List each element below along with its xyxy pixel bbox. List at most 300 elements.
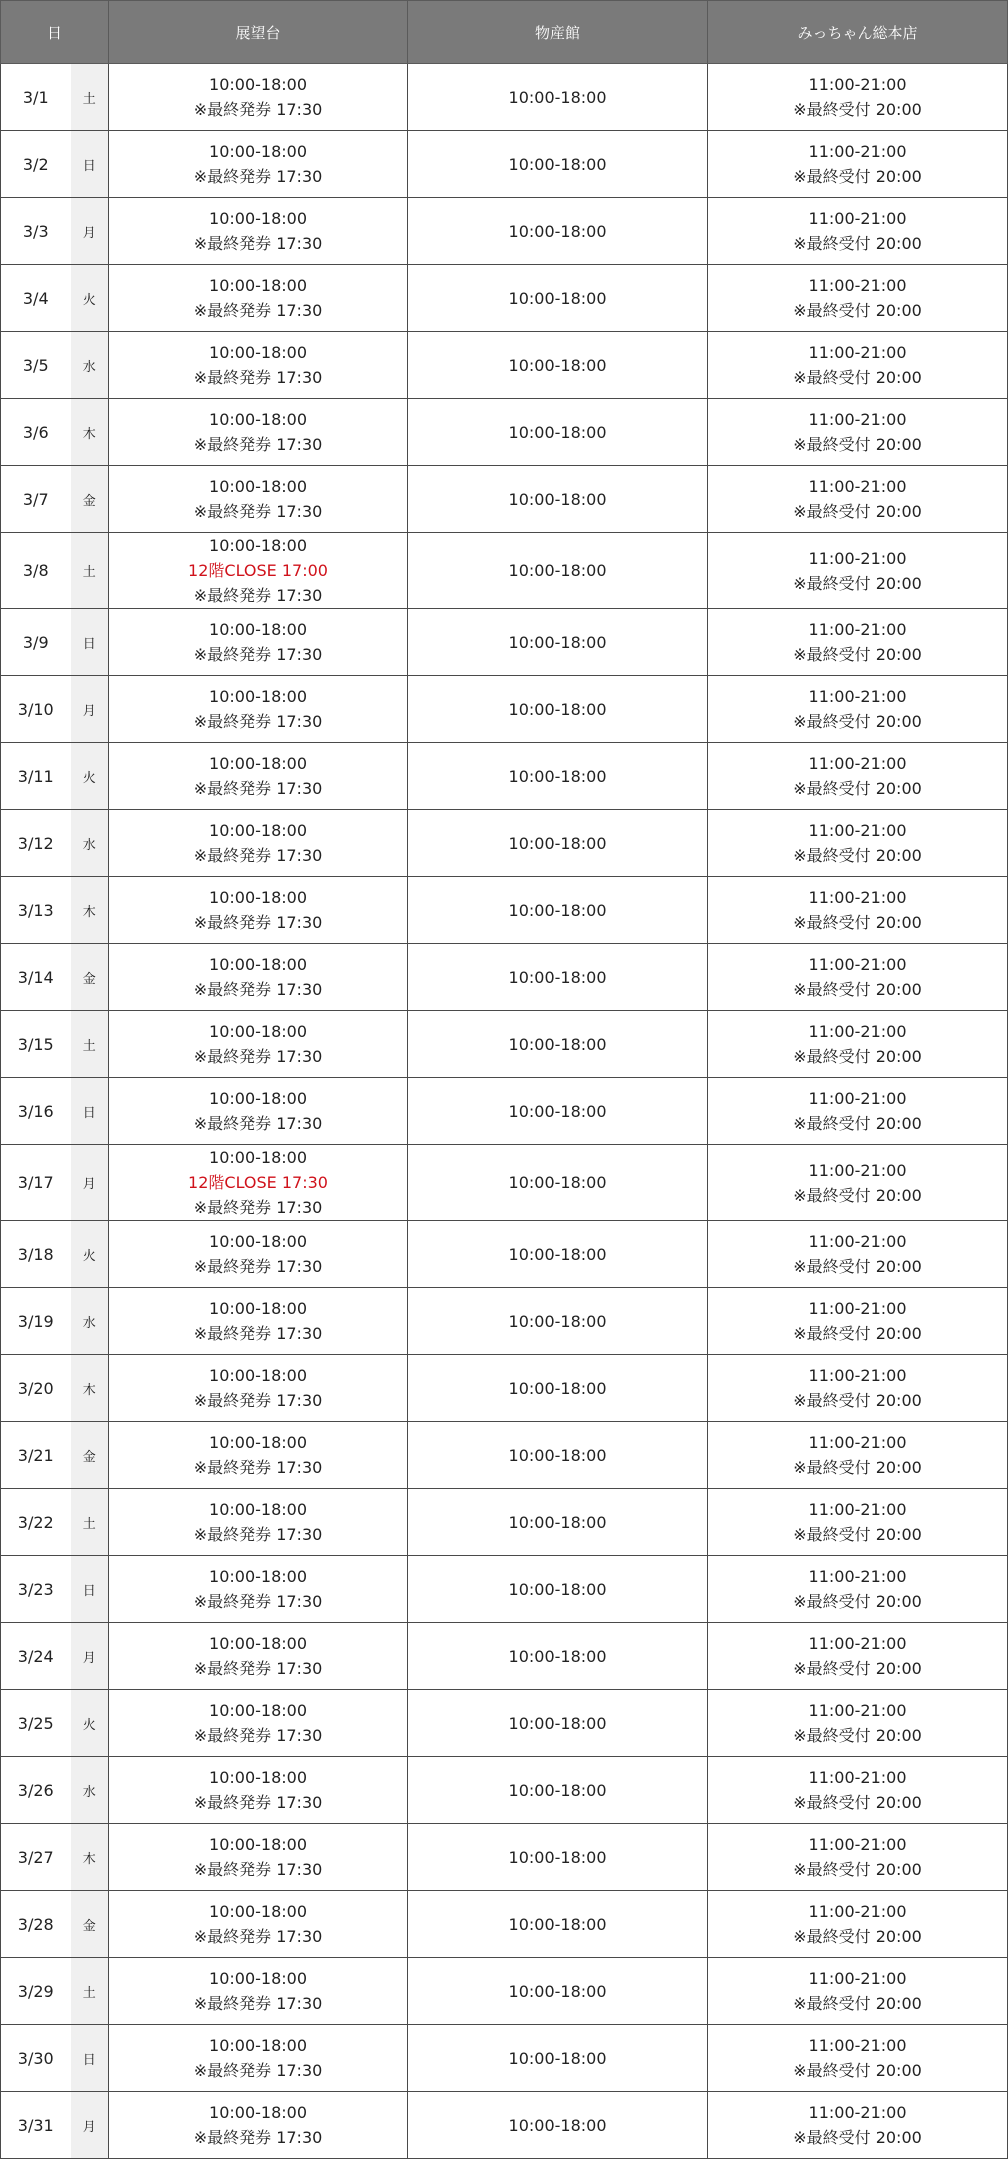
weekday-cell: 金 bbox=[71, 466, 109, 533]
observatory-last-ticket: ※最終発券 17:30 bbox=[193, 1994, 323, 2013]
restaurant-hours: 11:00-21:00 bbox=[808, 548, 907, 568]
observatory-cell bbox=[109, 1824, 408, 1891]
table-row bbox=[1, 1757, 1008, 1824]
restaurant-cell bbox=[708, 1556, 1008, 1623]
restaurant-last-order: ※最終受付 20:00 bbox=[793, 1324, 922, 1343]
observatory-close-note: 12階CLOSE 17:00 bbox=[188, 561, 328, 580]
restaurant-last-order: ※最終受付 20:00 bbox=[793, 167, 922, 186]
observatory-hours: 10:00-18:00 bbox=[209, 1232, 308, 1251]
restaurant-hours: 11:00-21:00 bbox=[808, 1089, 907, 1108]
observatory-hours: 10:00-18:00 bbox=[209, 1366, 308, 1385]
table-row bbox=[1, 131, 1008, 198]
date-cell: 3/1 bbox=[1, 64, 71, 131]
shop-hours-cell: 10:00-18:00 bbox=[408, 399, 708, 466]
table-row bbox=[1, 2092, 1008, 2159]
restaurant-cell bbox=[708, 1221, 1008, 1288]
table-row bbox=[1, 676, 1008, 743]
weekday-cell: 火 bbox=[71, 265, 109, 332]
date-cell: 3/20 bbox=[1, 1355, 71, 1422]
restaurant-cell bbox=[708, 64, 1008, 131]
restaurant-hours: 11:00-21:00 bbox=[808, 142, 907, 161]
observatory-hours: 10:00-18:00 bbox=[209, 1500, 308, 1519]
restaurant-cell bbox=[708, 1145, 1008, 1221]
restaurant-hours: 11:00-21:00 bbox=[808, 1022, 907, 1041]
date-cell: 3/26 bbox=[1, 1757, 71, 1824]
table-row bbox=[1, 2025, 1008, 2092]
observatory-last-ticket: ※最終発券 17:30 bbox=[193, 645, 323, 664]
weekday-cell: 日 bbox=[71, 1556, 109, 1623]
observatory-cell bbox=[109, 676, 408, 743]
restaurant-last-order: ※最終受付 20:00 bbox=[793, 1458, 922, 1477]
restaurant-last-order: ※最終受付 20:00 bbox=[793, 913, 922, 932]
weekday-cell: 火 bbox=[71, 743, 109, 810]
restaurant-last-order: ※最終受付 20:00 bbox=[793, 1592, 922, 1611]
restaurant-cell bbox=[708, 332, 1008, 399]
table-body bbox=[1, 64, 1008, 2159]
shop-hours-cell: 10:00-18:00 bbox=[408, 1489, 708, 1556]
restaurant-last-order: ※最終受付 20:00 bbox=[793, 1391, 922, 1410]
restaurant-last-order: ※最終受付 20:00 bbox=[793, 368, 922, 387]
restaurant-hours: 11:00-21:00 bbox=[808, 1232, 907, 1251]
table-row bbox=[1, 1556, 1008, 1623]
restaurant-cell bbox=[708, 265, 1008, 332]
observatory-cell bbox=[109, 2025, 408, 2092]
table-row bbox=[1, 944, 1008, 1011]
restaurant-cell bbox=[708, 533, 1008, 609]
observatory-cell bbox=[109, 1422, 408, 1489]
observatory-cell bbox=[109, 1556, 408, 1623]
restaurant-last-order: ※最終受付 20:00 bbox=[793, 1257, 922, 1276]
restaurant-last-order: ※最終受付 20:00 bbox=[793, 573, 922, 593]
observatory-hours: 10:00-18:00 bbox=[209, 1969, 308, 1988]
shop-hours-cell: 10:00-18:00 bbox=[408, 1422, 708, 1489]
restaurant-last-order: ※最終受付 20:00 bbox=[793, 234, 922, 253]
restaurant-hours: 11:00-21:00 bbox=[808, 821, 907, 840]
observatory-cell bbox=[109, 64, 408, 131]
observatory-hours: 10:00-18:00 bbox=[209, 1022, 308, 1041]
observatory-last-ticket: ※最終発券 17:30 bbox=[193, 913, 323, 932]
table-row bbox=[1, 1623, 1008, 1690]
observatory-cell bbox=[109, 1623, 408, 1690]
restaurant-cell bbox=[708, 1824, 1008, 1891]
observatory-cell bbox=[109, 944, 408, 1011]
restaurant-last-order: ※最終受付 20:00 bbox=[793, 100, 922, 119]
observatory-cell bbox=[109, 131, 408, 198]
shop-hours-cell: 10:00-18:00 bbox=[408, 466, 708, 533]
shop-hours-cell: 10:00-18:00 bbox=[408, 1078, 708, 1145]
observatory-last-ticket: ※最終発券 17:30 bbox=[193, 1592, 323, 1611]
shop-hours-cell: 10:00-18:00 bbox=[408, 1145, 708, 1221]
restaurant-last-order: ※最終受付 20:00 bbox=[793, 712, 922, 731]
shop-hours-cell: 10:00-18:00 bbox=[408, 743, 708, 810]
table-row bbox=[1, 265, 1008, 332]
restaurant-hours: 11:00-21:00 bbox=[808, 754, 907, 773]
observatory-hours: 10:00-18:00 bbox=[209, 2103, 308, 2122]
restaurant-last-order: ※最終受付 20:00 bbox=[793, 1994, 922, 2013]
observatory-hours: 10:00-18:00 bbox=[209, 410, 308, 429]
shop-hours-cell: 10:00-18:00 bbox=[408, 198, 708, 265]
table-row bbox=[1, 533, 1008, 609]
restaurant-cell bbox=[708, 676, 1008, 743]
observatory-cell bbox=[109, 1011, 408, 1078]
observatory-cell bbox=[109, 1757, 408, 1824]
restaurant-cell bbox=[708, 810, 1008, 877]
observatory-hours: 10:00-18:00 bbox=[209, 343, 308, 362]
shop-hours-cell: 10:00-18:00 bbox=[408, 1355, 708, 1422]
observatory-last-ticket: ※最終発券 17:30 bbox=[193, 980, 323, 999]
observatory-close-note: 12階CLOSE 17:30 bbox=[188, 1173, 328, 1192]
date-cell: 3/9 bbox=[1, 609, 71, 676]
weekday-cell: 日 bbox=[71, 609, 109, 676]
shop-hours-cell: 10:00-18:00 bbox=[408, 332, 708, 399]
header-observatory: 展望台 bbox=[109, 1, 408, 64]
observatory-hours: 10:00-18:00 bbox=[209, 1835, 308, 1854]
restaurant-last-order: ※最終受付 20:00 bbox=[793, 1927, 922, 1946]
observatory-hours: 10:00-18:00 bbox=[209, 1902, 308, 1921]
shop-hours-cell: 10:00-18:00 bbox=[408, 944, 708, 1011]
restaurant-last-order: ※最終受付 20:00 bbox=[793, 301, 922, 320]
shop-hours-cell: 10:00-18:00 bbox=[408, 1221, 708, 1288]
weekday-cell: 月 bbox=[71, 676, 109, 743]
shop-hours-cell: 10:00-18:00 bbox=[408, 1958, 708, 2025]
date-cell: 3/22 bbox=[1, 1489, 71, 1556]
restaurant-hours: 11:00-21:00 bbox=[808, 1701, 907, 1720]
observatory-hours: 10:00-18:00 bbox=[209, 1148, 308, 1167]
observatory-hours: 10:00-18:00 bbox=[209, 1299, 308, 1318]
observatory-last-ticket: ※最終発券 17:30 bbox=[193, 1198, 323, 1217]
observatory-cell bbox=[109, 1078, 408, 1145]
shop-hours-cell: 10:00-18:00 bbox=[408, 1556, 708, 1623]
restaurant-hours: 11:00-21:00 bbox=[808, 1969, 907, 1988]
date-cell: 3/8 bbox=[1, 533, 71, 609]
observatory-last-ticket: ※最終発券 17:30 bbox=[193, 100, 323, 119]
restaurant-hours: 11:00-21:00 bbox=[808, 2103, 907, 2122]
observatory-last-ticket: ※最終発券 17:30 bbox=[193, 846, 323, 865]
table-row bbox=[1, 198, 1008, 265]
restaurant-hours: 11:00-21:00 bbox=[808, 1768, 907, 1787]
restaurant-last-order: ※最終受付 20:00 bbox=[793, 435, 922, 454]
restaurant-hours: 11:00-21:00 bbox=[808, 1160, 907, 1180]
restaurant-hours: 11:00-21:00 bbox=[808, 1835, 907, 1854]
restaurant-last-order: ※最終受付 20:00 bbox=[793, 846, 922, 865]
observatory-last-ticket: ※最終発券 17:30 bbox=[193, 1525, 323, 1544]
date-cell: 3/4 bbox=[1, 265, 71, 332]
table-row bbox=[1, 1078, 1008, 1145]
restaurant-cell bbox=[708, 1623, 1008, 1690]
observatory-cell bbox=[109, 877, 408, 944]
date-cell: 3/2 bbox=[1, 131, 71, 198]
date-cell: 3/10 bbox=[1, 676, 71, 743]
observatory-last-ticket: ※最終発券 17:30 bbox=[193, 502, 323, 521]
restaurant-last-order: ※最終受付 20:00 bbox=[793, 1659, 922, 1678]
restaurant-cell bbox=[708, 944, 1008, 1011]
restaurant-last-order: ※最終受付 20:00 bbox=[793, 980, 922, 999]
observatory-hours: 10:00-18:00 bbox=[209, 620, 308, 639]
table-row bbox=[1, 877, 1008, 944]
table-row bbox=[1, 64, 1008, 131]
restaurant-last-order: ※最終受付 20:00 bbox=[793, 1860, 922, 1879]
date-cell: 3/14 bbox=[1, 944, 71, 1011]
observatory-hours: 10:00-18:00 bbox=[209, 1567, 308, 1586]
table-row bbox=[1, 1891, 1008, 1958]
observatory-cell bbox=[109, 1221, 408, 1288]
date-cell: 3/19 bbox=[1, 1288, 71, 1355]
shop-hours-cell: 10:00-18:00 bbox=[408, 1824, 708, 1891]
observatory-last-ticket: ※最終発券 17:30 bbox=[193, 1726, 323, 1745]
date-cell: 3/6 bbox=[1, 399, 71, 466]
observatory-cell bbox=[109, 1489, 408, 1556]
observatory-cell bbox=[109, 466, 408, 533]
restaurant-hours: 11:00-21:00 bbox=[808, 888, 907, 907]
observatory-last-ticket: ※最終発券 17:30 bbox=[193, 368, 323, 387]
restaurant-hours: 11:00-21:00 bbox=[808, 955, 907, 974]
shop-hours-cell: 10:00-18:00 bbox=[408, 2025, 708, 2092]
weekday-cell: 火 bbox=[71, 1690, 109, 1757]
table-row bbox=[1, 466, 1008, 533]
restaurant-hours: 11:00-21:00 bbox=[808, 2036, 907, 2055]
restaurant-cell bbox=[708, 1422, 1008, 1489]
date-cell: 3/28 bbox=[1, 1891, 71, 1958]
restaurant-last-order: ※最終受付 20:00 bbox=[793, 1726, 922, 1745]
observatory-last-ticket: ※最終発券 17:30 bbox=[193, 1114, 323, 1133]
restaurant-hours: 11:00-21:00 bbox=[808, 209, 907, 228]
date-cell: 3/16 bbox=[1, 1078, 71, 1145]
restaurant-cell bbox=[708, 2025, 1008, 2092]
table-row bbox=[1, 1690, 1008, 1757]
observatory-last-ticket: ※最終発券 17:30 bbox=[193, 301, 323, 320]
observatory-hours: 10:00-18:00 bbox=[209, 536, 308, 555]
restaurant-cell bbox=[708, 2092, 1008, 2159]
observatory-hours: 10:00-18:00 bbox=[209, 142, 308, 161]
observatory-cell bbox=[109, 1288, 408, 1355]
observatory-last-ticket: ※最終発券 17:30 bbox=[193, 586, 323, 605]
header-date: 日 bbox=[1, 1, 109, 64]
restaurant-hours: 11:00-21:00 bbox=[808, 687, 907, 706]
weekday-cell: 日 bbox=[71, 2025, 109, 2092]
observatory-last-ticket: ※最終発券 17:30 bbox=[193, 1458, 323, 1477]
restaurant-cell bbox=[708, 399, 1008, 466]
shop-hours-cell: 10:00-18:00 bbox=[408, 1011, 708, 1078]
restaurant-cell bbox=[708, 198, 1008, 265]
restaurant-cell bbox=[708, 609, 1008, 676]
shop-hours-cell: 10:00-18:00 bbox=[408, 609, 708, 676]
weekday-cell: 木 bbox=[71, 877, 109, 944]
restaurant-last-order: ※最終受付 20:00 bbox=[793, 779, 922, 798]
restaurant-last-order: ※最終受付 20:00 bbox=[793, 645, 922, 664]
observatory-hours: 10:00-18:00 bbox=[209, 955, 308, 974]
date-cell: 3/13 bbox=[1, 877, 71, 944]
shop-hours-cell: 10:00-18:00 bbox=[408, 64, 708, 131]
restaurant-cell bbox=[708, 1891, 1008, 1958]
weekday-cell: 日 bbox=[71, 131, 109, 198]
table-row bbox=[1, 1355, 1008, 1422]
observatory-cell bbox=[109, 743, 408, 810]
weekday-cell: 月 bbox=[71, 1145, 109, 1221]
restaurant-hours: 11:00-21:00 bbox=[808, 1500, 907, 1519]
table-row bbox=[1, 1011, 1008, 1078]
table-row bbox=[1, 1489, 1008, 1556]
restaurant-hours: 11:00-21:00 bbox=[808, 477, 907, 496]
observatory-hours: 10:00-18:00 bbox=[209, 1634, 308, 1653]
restaurant-hours: 11:00-21:00 bbox=[808, 1567, 907, 1586]
restaurant-last-order: ※最終受付 20:00 bbox=[793, 1185, 922, 1205]
restaurant-hours: 11:00-21:00 bbox=[808, 1299, 907, 1318]
table-row bbox=[1, 1288, 1008, 1355]
weekday-cell: 木 bbox=[71, 1824, 109, 1891]
weekday-cell: 金 bbox=[71, 1891, 109, 1958]
header-row bbox=[1, 1, 1008, 64]
observatory-last-ticket: ※最終発券 17:30 bbox=[193, 234, 323, 253]
date-cell: 3/3 bbox=[1, 198, 71, 265]
observatory-hours: 10:00-18:00 bbox=[209, 1701, 308, 1720]
observatory-hours: 10:00-18:00 bbox=[209, 276, 308, 295]
observatory-hours: 10:00-18:00 bbox=[209, 75, 308, 94]
date-cell: 3/29 bbox=[1, 1958, 71, 2025]
restaurant-hours: 11:00-21:00 bbox=[808, 276, 907, 295]
shop-hours-cell: 10:00-18:00 bbox=[408, 1690, 708, 1757]
observatory-hours: 10:00-18:00 bbox=[209, 821, 308, 840]
observatory-hours: 10:00-18:00 bbox=[209, 888, 308, 907]
table-row bbox=[1, 332, 1008, 399]
restaurant-cell bbox=[708, 1355, 1008, 1422]
shop-hours-cell: 10:00-18:00 bbox=[408, 676, 708, 743]
weekday-cell: 月 bbox=[71, 2092, 109, 2159]
weekday-cell: 水 bbox=[71, 810, 109, 877]
observatory-hours: 10:00-18:00 bbox=[209, 1089, 308, 1108]
observatory-cell bbox=[109, 1355, 408, 1422]
restaurant-last-order: ※最終受付 20:00 bbox=[793, 1793, 922, 1812]
date-cell: 3/15 bbox=[1, 1011, 71, 1078]
observatory-last-ticket: ※最終発券 17:30 bbox=[193, 1324, 323, 1343]
observatory-hours: 10:00-18:00 bbox=[209, 1768, 308, 1787]
weekday-cell: 土 bbox=[71, 64, 109, 131]
observatory-cell bbox=[109, 198, 408, 265]
observatory-cell bbox=[109, 1958, 408, 2025]
table-row bbox=[1, 1958, 1008, 2025]
observatory-cell bbox=[109, 1145, 408, 1221]
restaurant-hours: 11:00-21:00 bbox=[808, 1902, 907, 1921]
observatory-last-ticket: ※最終発券 17:30 bbox=[193, 712, 323, 731]
observatory-cell bbox=[109, 399, 408, 466]
shop-hours-cell: 10:00-18:00 bbox=[408, 877, 708, 944]
observatory-last-ticket: ※最終発券 17:30 bbox=[193, 779, 323, 798]
observatory-last-ticket: ※最終発券 17:30 bbox=[193, 1391, 323, 1410]
observatory-cell bbox=[109, 533, 408, 609]
shop-hours-cell: 10:00-18:00 bbox=[408, 533, 708, 609]
observatory-last-ticket: ※最終発券 17:30 bbox=[193, 1047, 323, 1066]
observatory-last-ticket: ※最終発券 17:30 bbox=[193, 435, 323, 454]
restaurant-hours: 11:00-21:00 bbox=[808, 75, 907, 94]
shop-hours-cell: 10:00-18:00 bbox=[408, 1891, 708, 1958]
table-row bbox=[1, 1221, 1008, 1288]
table-row bbox=[1, 1824, 1008, 1891]
restaurant-last-order: ※最終受付 20:00 bbox=[793, 2128, 922, 2147]
restaurant-hours: 11:00-21:00 bbox=[808, 620, 907, 639]
observatory-hours: 10:00-18:00 bbox=[209, 687, 308, 706]
restaurant-last-order: ※最終受付 20:00 bbox=[793, 502, 922, 521]
observatory-last-ticket: ※最終発券 17:30 bbox=[193, 1659, 323, 1678]
restaurant-hours: 11:00-21:00 bbox=[808, 1433, 907, 1452]
restaurant-cell bbox=[708, 877, 1008, 944]
weekday-cell: 水 bbox=[71, 1288, 109, 1355]
weekday-cell: 金 bbox=[71, 1422, 109, 1489]
observatory-hours: 10:00-18:00 bbox=[209, 209, 308, 228]
restaurant-cell bbox=[708, 1757, 1008, 1824]
shop-hours-cell: 10:00-18:00 bbox=[408, 1757, 708, 1824]
restaurant-last-order: ※最終受付 20:00 bbox=[793, 1114, 922, 1133]
shop-hours-cell: 10:00-18:00 bbox=[408, 265, 708, 332]
table-row bbox=[1, 399, 1008, 466]
restaurant-last-order: ※最終受付 20:00 bbox=[793, 1525, 922, 1544]
restaurant-hours: 11:00-21:00 bbox=[808, 1634, 907, 1653]
observatory-hours: 10:00-18:00 bbox=[209, 754, 308, 773]
observatory-last-ticket: ※最終発券 17:30 bbox=[193, 2061, 323, 2080]
weekday-cell: 土 bbox=[71, 533, 109, 609]
observatory-last-ticket: ※最終発券 17:30 bbox=[193, 1257, 323, 1276]
restaurant-cell bbox=[708, 131, 1008, 198]
table-row bbox=[1, 609, 1008, 676]
weekday-cell: 水 bbox=[71, 1757, 109, 1824]
weekday-cell: 土 bbox=[71, 1958, 109, 2025]
weekday-cell: 木 bbox=[71, 1355, 109, 1422]
observatory-cell bbox=[109, 609, 408, 676]
date-cell: 3/5 bbox=[1, 332, 71, 399]
shop-hours-cell: 10:00-18:00 bbox=[408, 2092, 708, 2159]
observatory-cell bbox=[109, 1690, 408, 1757]
table-row bbox=[1, 1145, 1008, 1221]
restaurant-cell bbox=[708, 466, 1008, 533]
observatory-cell bbox=[109, 1891, 408, 1958]
observatory-cell bbox=[109, 332, 408, 399]
observatory-last-ticket: ※最終発券 17:30 bbox=[193, 2128, 323, 2147]
date-cell: 3/18 bbox=[1, 1221, 71, 1288]
date-cell: 3/17 bbox=[1, 1145, 71, 1221]
restaurant-cell bbox=[708, 1288, 1008, 1355]
date-cell: 3/31 bbox=[1, 2092, 71, 2159]
restaurant-cell bbox=[708, 1958, 1008, 2025]
date-cell: 3/12 bbox=[1, 810, 71, 877]
observatory-cell bbox=[109, 810, 408, 877]
header-restaurant: みっちゃん総本店 bbox=[708, 1, 1008, 64]
observatory-last-ticket: ※最終発券 17:30 bbox=[193, 1860, 323, 1879]
weekday-cell: 日 bbox=[71, 1078, 109, 1145]
date-cell: 3/25 bbox=[1, 1690, 71, 1757]
shop-hours-cell: 10:00-18:00 bbox=[408, 131, 708, 198]
restaurant-last-order: ※最終受付 20:00 bbox=[793, 2061, 922, 2080]
restaurant-cell bbox=[708, 1078, 1008, 1145]
weekday-cell: 土 bbox=[71, 1489, 109, 1556]
observatory-hours: 10:00-18:00 bbox=[209, 2036, 308, 2055]
table-row bbox=[1, 743, 1008, 810]
date-cell: 3/27 bbox=[1, 1824, 71, 1891]
observatory-last-ticket: ※最終発券 17:30 bbox=[193, 1793, 323, 1812]
restaurant-hours: 11:00-21:00 bbox=[808, 343, 907, 362]
date-cell: 3/30 bbox=[1, 2025, 71, 2092]
weekday-cell: 土 bbox=[71, 1011, 109, 1078]
shop-hours-cell: 10:00-18:00 bbox=[408, 810, 708, 877]
weekday-cell: 木 bbox=[71, 399, 109, 466]
weekday-cell: 月 bbox=[71, 198, 109, 265]
date-cell: 3/23 bbox=[1, 1556, 71, 1623]
table-row bbox=[1, 1422, 1008, 1489]
restaurant-cell bbox=[708, 743, 1008, 810]
weekday-cell: 水 bbox=[71, 332, 109, 399]
observatory-hours: 10:00-18:00 bbox=[209, 1433, 308, 1452]
restaurant-last-order: ※最終受付 20:00 bbox=[793, 1047, 922, 1066]
weekday-cell: 火 bbox=[71, 1221, 109, 1288]
restaurant-hours: 11:00-21:00 bbox=[808, 1366, 907, 1385]
observatory-last-ticket: ※最終発券 17:30 bbox=[193, 167, 323, 186]
